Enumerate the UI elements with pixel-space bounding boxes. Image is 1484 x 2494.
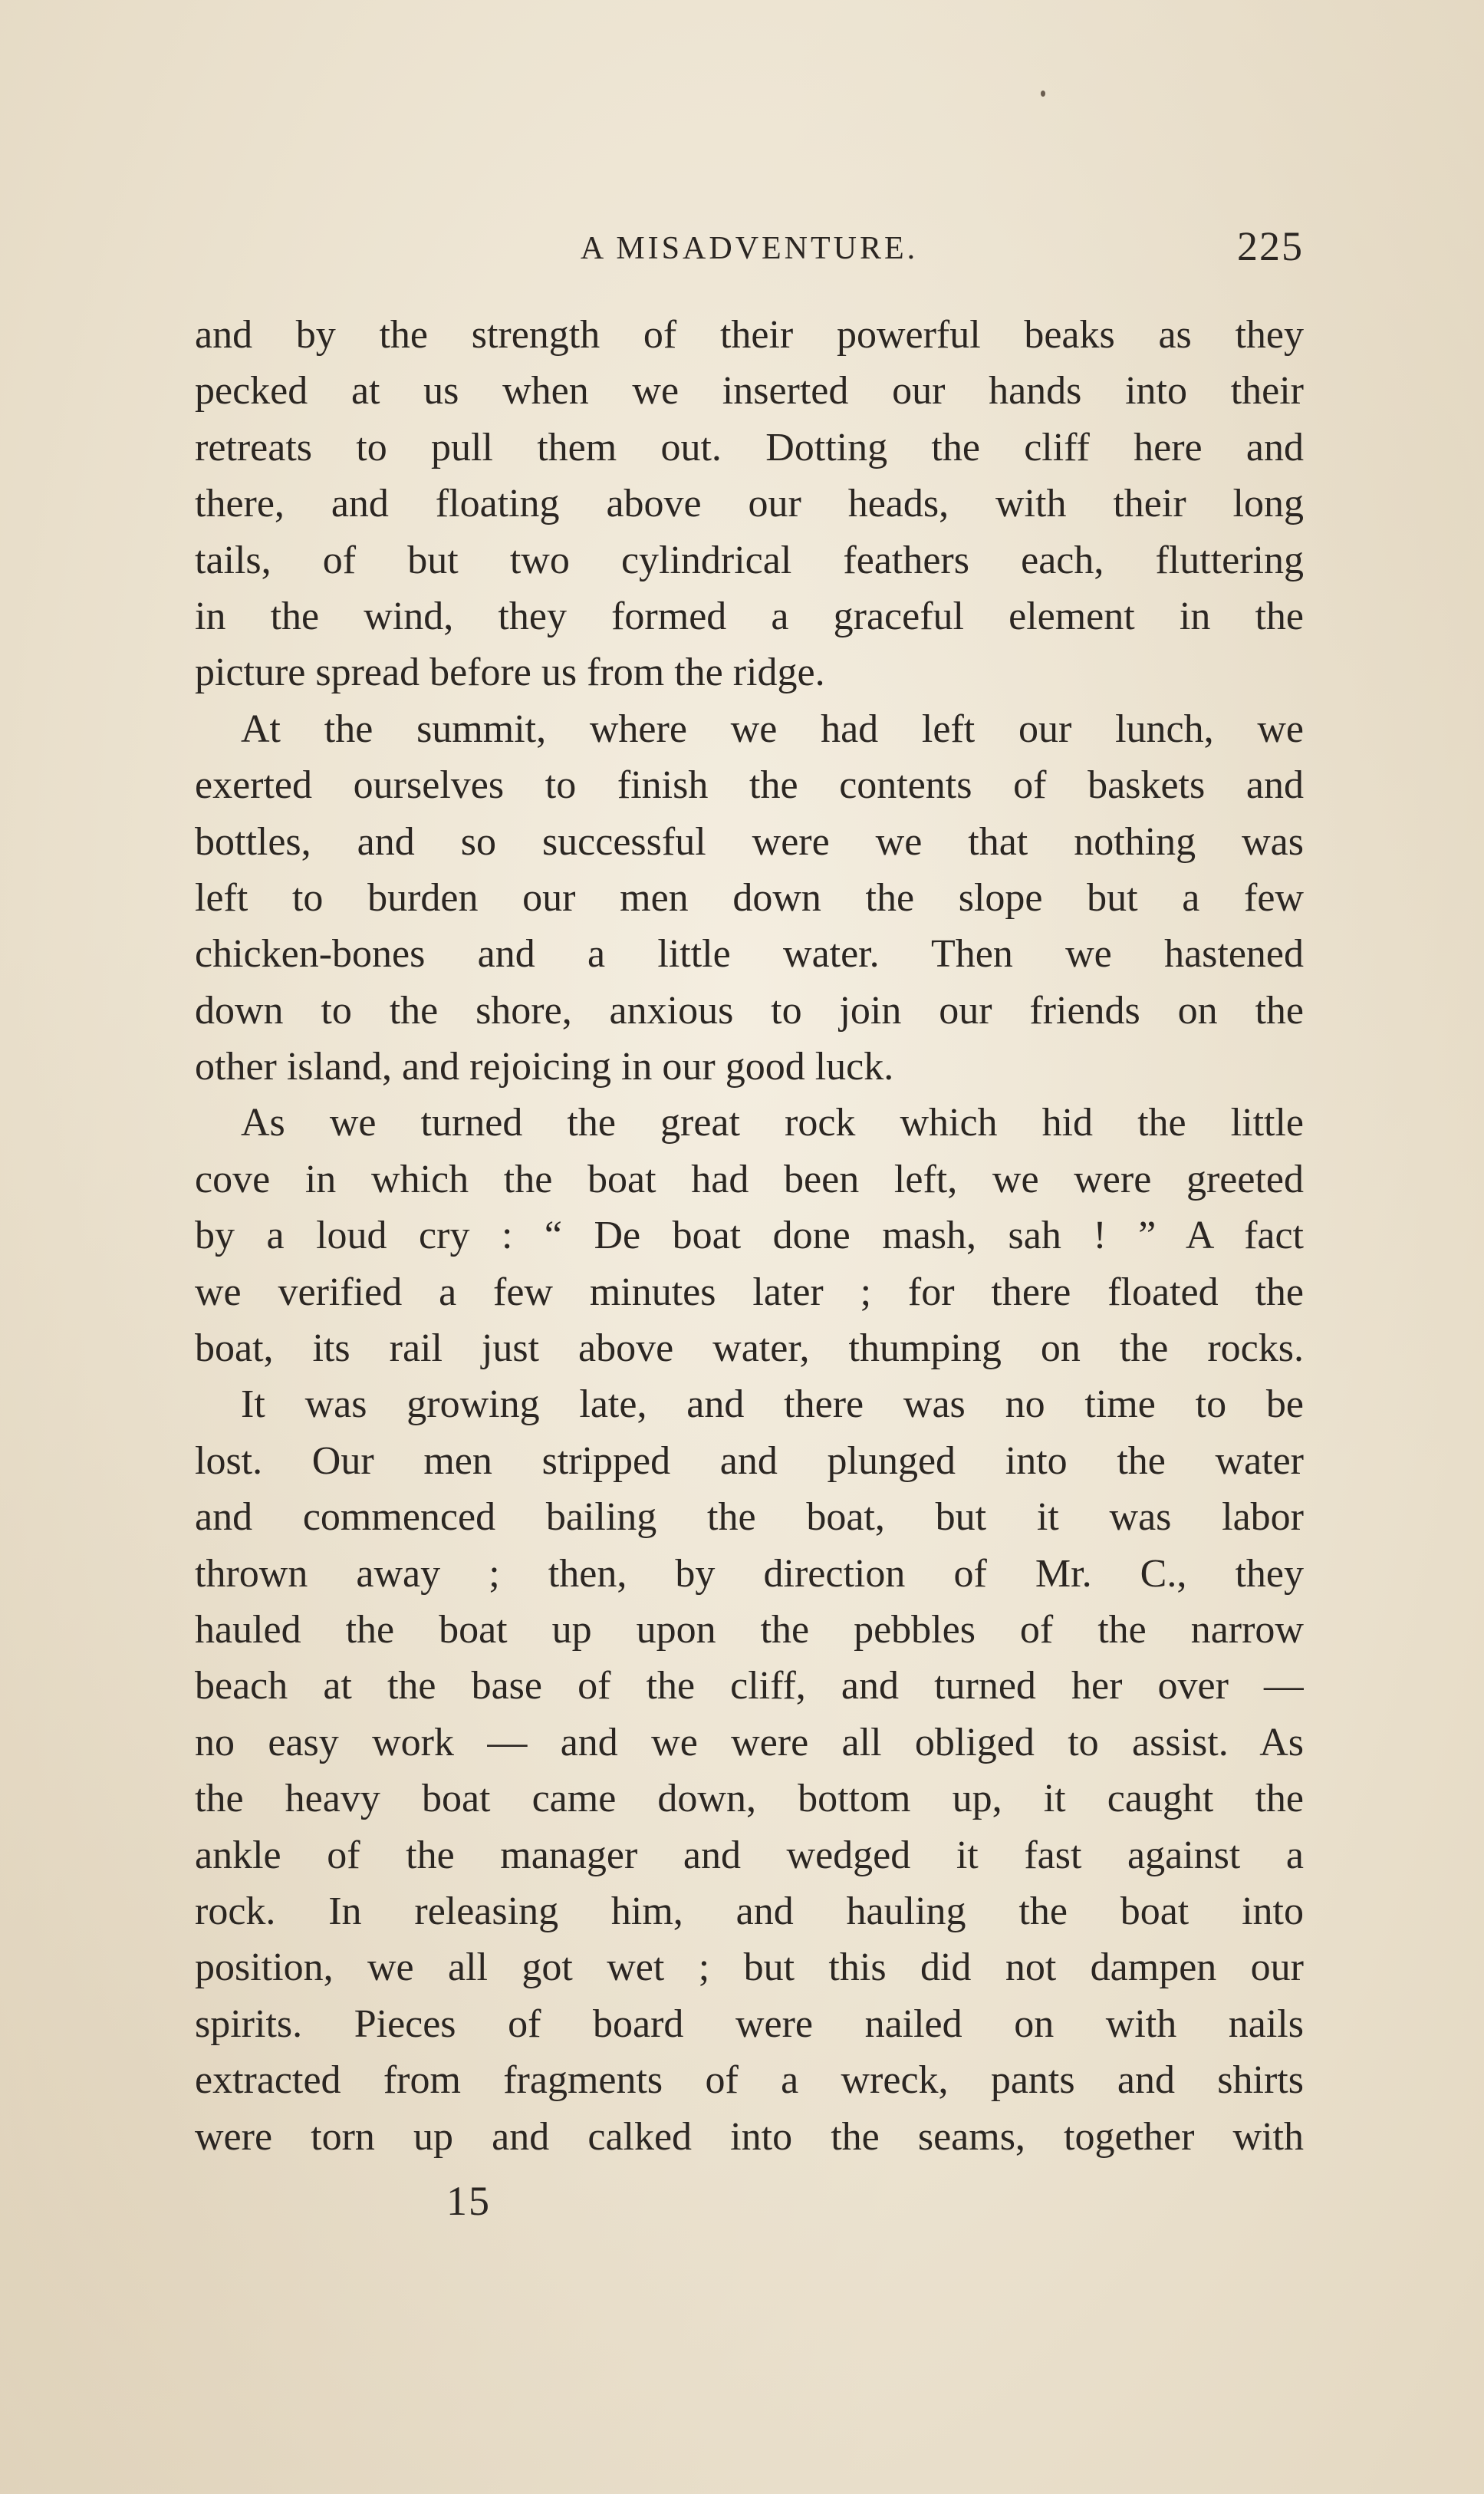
text-line: other island, and rejoicing in our good luck. (195, 1045, 894, 1089)
text-line: exerted ourselves to finish the contents of baskets and (195, 763, 1304, 808)
text-line: no easy work — and we were all obliged to assist. As (195, 1720, 1304, 1764)
text-line: down to the shore, anxious to join our friends on the (195, 988, 1304, 1033)
text-line: It was growing late, and there was no time to be (241, 1382, 1304, 1427)
running-head (195, 222, 1304, 276)
text-line: tails, of but two cylindrical feathers each, fluttering (195, 538, 1304, 582)
text-line: by a loud cry : “ De boat done mash, sah ! ” A fact (195, 1214, 1304, 1258)
text-line: At the summit, where we had left our lunch, we (241, 707, 1304, 751)
text-line: were torn up and calked into the seams, together with (195, 2114, 1304, 2159)
text-line: rock. In releasing him, and hauling the boat into (195, 1889, 1304, 1933)
text-line: pecked at us when we inserted our hands into their (195, 369, 1304, 413)
paper-speck (1041, 91, 1045, 97)
text-line: As we turned the great rock which hid the little (241, 1101, 1304, 1145)
text-line: cove in which the boat had been left, we were greeted (195, 1157, 1304, 1201)
signature-mark: 15 (446, 2178, 491, 2224)
text-line: extracted from fragments of a wreck, pants and shirts (195, 2058, 1304, 2103)
running-title: A MISADVENTURE. (580, 231, 919, 266)
text-line: thrown away ; then, by direction of Mr. C., they (195, 1551, 1304, 1596)
text-line: picture spread before us from the ridge. (195, 651, 825, 695)
text-line: and by the strength of their powerful beaks as they (195, 313, 1304, 357)
text-line: and commenced bailing the boat, but it was labor (195, 1495, 1304, 1540)
text-line: chicken-bones and a little water. Then we hastened (195, 932, 1304, 977)
text-line: lost. Our men stripped and plunged into the water (195, 1438, 1304, 1483)
text-line: retreats to pull them out. Dotting the cliff here and (195, 425, 1304, 469)
page-number: 225 (1237, 223, 1304, 269)
text-line: bottles, and so successful were we that nothing was (195, 819, 1304, 864)
text-line: hauled the boat up upon the pebbles of the narrow (195, 1607, 1304, 1652)
text-line: in the wind, they formed a graceful element in the (195, 594, 1304, 638)
text-line: boat, its rail just above water, thumping on the rocks. (195, 1326, 1304, 1371)
text-line: beach at the base of the cliff, and turned her over — (195, 1664, 1304, 1708)
text-line: left to burden our men down the slope but a few (195, 875, 1304, 920)
text-line: position, we all got wet ; but this did not dampen our (195, 1945, 1304, 1990)
text-line: spirits. Pieces of board were nailed on with nails (195, 2001, 1304, 2046)
text-line: we verified a few minutes later ; for there floated the (195, 1270, 1304, 1314)
text-line: the heavy boat came down, bottom up, it caught the (195, 1777, 1304, 1821)
body-text (195, 307, 1304, 2165)
text-line: there, and floating above our heads, with their long (195, 482, 1304, 526)
text-line: ankle of the manager and wedged it fast against a (195, 1833, 1304, 1877)
